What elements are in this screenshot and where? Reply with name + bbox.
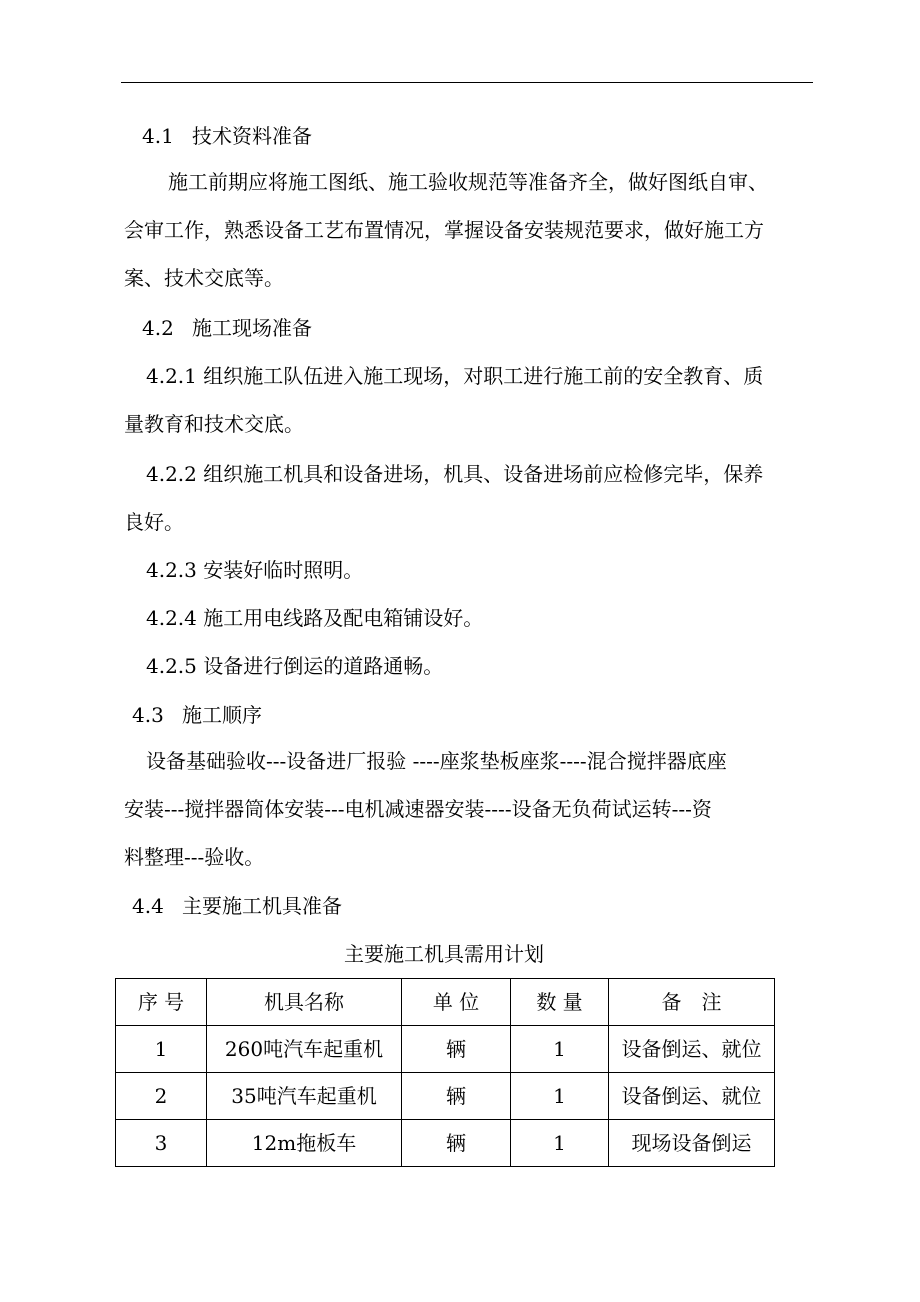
heading-number: 4.1 bbox=[142, 124, 174, 148]
header-cell-name: 机具名称 bbox=[207, 979, 402, 1026]
paragraph-line: 料整理---验收。 bbox=[124, 845, 265, 869]
heading-number: 4.4 bbox=[132, 894, 164, 918]
heading-4-1 bbox=[142, 124, 312, 148]
heading-number: 4.2 bbox=[142, 316, 174, 340]
heading-title: 施工现场准备 bbox=[192, 316, 312, 340]
paragraph-line: 会审工作，熟悉设备工艺布置情况，掌握设备安装规范要求，做好施工方 bbox=[124, 218, 764, 242]
table-caption: 主要施工机具需用计划 bbox=[344, 942, 544, 966]
cell-index: 1 bbox=[116, 1026, 207, 1073]
header-cell-unit: 单 位 bbox=[402, 979, 511, 1026]
heading-number: 4.3 bbox=[132, 703, 164, 727]
cell-unit: 辆 bbox=[402, 1026, 511, 1073]
heading-title: 施工顺序 bbox=[182, 703, 262, 727]
cell-remark: 设备倒运、就位 bbox=[609, 1073, 775, 1120]
table-row bbox=[116, 1026, 775, 1073]
cell-name: 35吨汽车起重机 bbox=[207, 1073, 402, 1120]
cell-unit: 辆 bbox=[402, 1120, 511, 1167]
header-cell-quantity: 数 量 bbox=[511, 979, 609, 1026]
cell-quantity: 1 bbox=[511, 1120, 609, 1167]
table-row bbox=[116, 1120, 775, 1167]
paragraph-line: 施工前期应将施工图纸、施工验收规范等准备齐全，做好图纸自审、 bbox=[168, 170, 768, 194]
paragraph-line: 安装---搅拌器筒体安装---电机减速器安装----设备无负荷试运转---资 bbox=[124, 797, 712, 821]
paragraph-line: 设备基础验收---设备进厂报验 ----座浆垫板座浆----混合搅拌器底座 bbox=[146, 749, 727, 773]
heading-title: 主要施工机具准备 bbox=[182, 894, 342, 918]
heading-title: 技术资料准备 bbox=[192, 124, 312, 148]
table-row bbox=[116, 1073, 775, 1120]
header-cell-index: 序 号 bbox=[116, 979, 207, 1026]
cell-name: 260吨汽车起重机 bbox=[207, 1026, 402, 1073]
equipment-table bbox=[115, 978, 775, 1167]
paragraph-line: 良好。 bbox=[124, 510, 184, 534]
cell-remark: 设备倒运、就位 bbox=[609, 1026, 775, 1073]
cell-index: 2 bbox=[116, 1073, 207, 1120]
paragraph-line: 量教育和技术交底。 bbox=[124, 412, 304, 436]
header-cell-remark: 备 注 bbox=[609, 979, 775, 1026]
paragraph-line: 4.2.5 设备进行倒运的道路通畅。 bbox=[146, 654, 444, 678]
table-header-row bbox=[116, 979, 775, 1026]
header-rule bbox=[121, 82, 813, 83]
paragraph-line: 4.2.1 组织施工队伍进入施工现场，对职工进行施工前的安全教育、质 bbox=[146, 364, 764, 388]
paragraph-line: 4.2.3 安装好临时照明。 bbox=[146, 558, 364, 582]
heading-4-2 bbox=[142, 316, 312, 340]
paragraph-line: 4.2.2 组织施工机具和设备进场，机具、设备进场前应检修完毕，保养 bbox=[146, 462, 764, 486]
cell-remark: 现场设备倒运 bbox=[609, 1120, 775, 1167]
cell-quantity: 1 bbox=[511, 1026, 609, 1073]
cell-name: 12m拖板车 bbox=[207, 1120, 402, 1167]
paragraph-line: 4.2.4 施工用电线路及配电箱铺设好。 bbox=[146, 606, 484, 630]
heading-4-4 bbox=[132, 894, 342, 918]
paragraph-line: 案、技术交底等。 bbox=[124, 266, 284, 290]
cell-index: 3 bbox=[116, 1120, 207, 1167]
cell-unit: 辆 bbox=[402, 1073, 511, 1120]
cell-quantity: 1 bbox=[511, 1073, 609, 1120]
heading-4-3 bbox=[132, 703, 262, 727]
